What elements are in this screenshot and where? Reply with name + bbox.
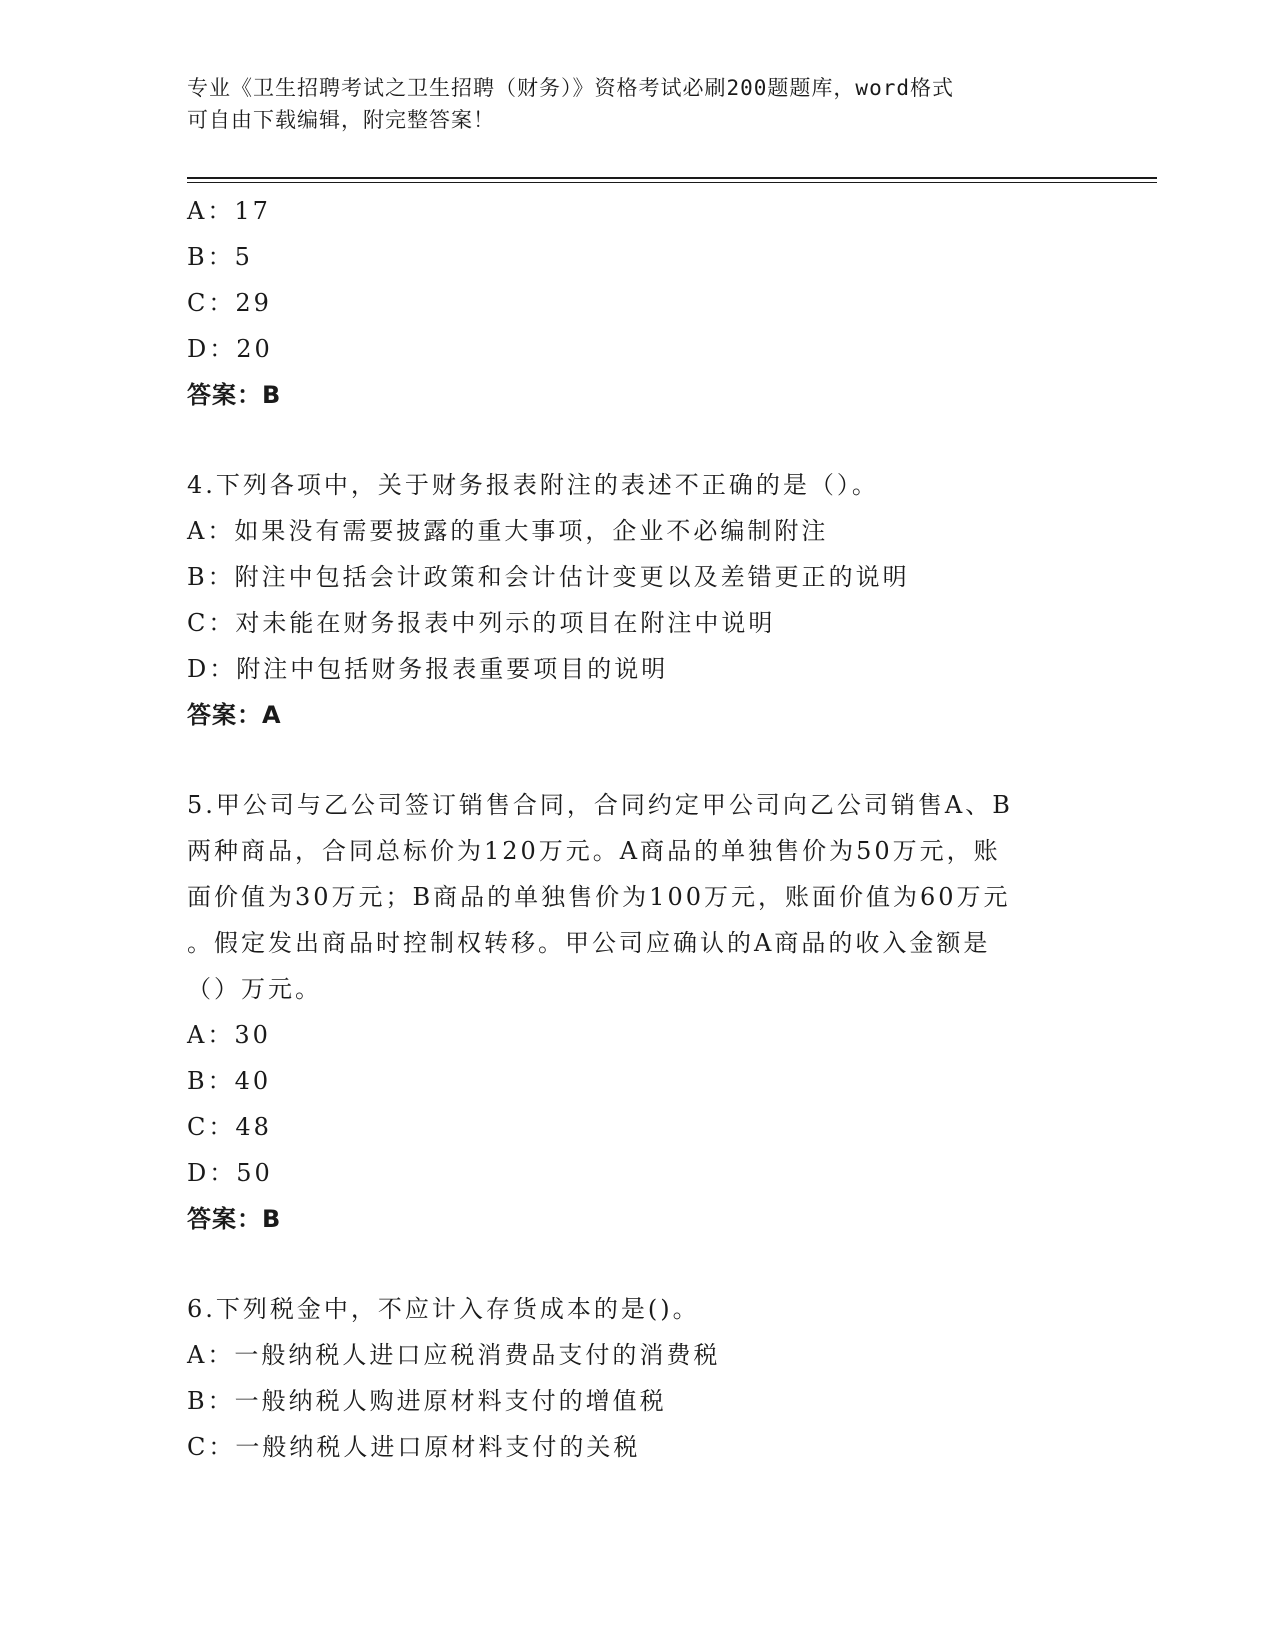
spacer [187,418,1087,462]
question-3-block [187,188,1087,418]
spacer [187,1242,1087,1286]
question-text-line-4: 。假定发出商品时控制权转移。甲公司应确认的A商品的收入金额是 [187,929,991,957]
option-b: B：附注中包括会计政策和会计估计变更以及差错更正的说明 [187,563,910,591]
header-line-2: 可自由下载编辑，附完整答案！ [187,108,495,132]
question-text: 4.下列各项中，关于财务报表附注的表述不正确的是（）。 [187,471,879,499]
question-text-line-1: 5.甲公司与乙公司签订销售合同，合同约定甲公司向乙公司销售A、B [187,791,1013,819]
document-header [187,72,1067,136]
option-a: A：30 [187,1021,271,1049]
question-text-line-2: 两种商品，合同总标价为120万元。A商品的单独售价为50万元，账 [187,837,1001,865]
option-c: C：48 [187,1113,272,1141]
question-list [187,188,1087,1470]
option-b: B：5 [187,243,253,271]
question-4-block [187,462,1087,738]
header-line-1: 专业《卫生招聘考试之卫生招聘（财务）》资格考试必刷200题题库，word格式 [187,76,954,100]
option-a: A：17 [187,197,271,225]
question-text-line-5: （）万元。 [187,975,322,1003]
header-divider-thick [187,177,1157,179]
question-6-block [187,1286,1087,1470]
option-a: A：如果没有需要披露的重大事项，企业不必编制附注 [187,517,829,545]
option-a: A：一般纳税人进口应税消费品支付的消费税 [187,1341,721,1369]
option-b: B：40 [187,1067,272,1095]
option-d: D：50 [187,1159,273,1187]
option-d: D：20 [187,335,273,363]
question-text: 6.下列税金中，不应计入存货成本的是()。 [187,1295,700,1323]
option-c: C：对未能在财务报表中列示的项目在附注中说明 [187,609,776,637]
option-c: C：一般纳税人进口原材料支付的关税 [187,1433,641,1461]
answer-line: 答案：B [187,381,282,409]
answer-line: 答案：B [187,1205,282,1233]
header-divider-thin [187,182,1157,183]
spacer [187,738,1087,782]
question-text-line-3: 面价值为30万元；B商品的单独售价为100万元，账面价值为60万元 [187,883,1011,911]
option-c: C：29 [187,289,272,317]
option-b: B：一般纳税人购进原材料支付的增值税 [187,1387,667,1415]
question-5-block [187,782,1087,1242]
answer-line: 答案：A [187,701,282,729]
option-d: D：附注中包括财务报表重要项目的说明 [187,655,669,683]
